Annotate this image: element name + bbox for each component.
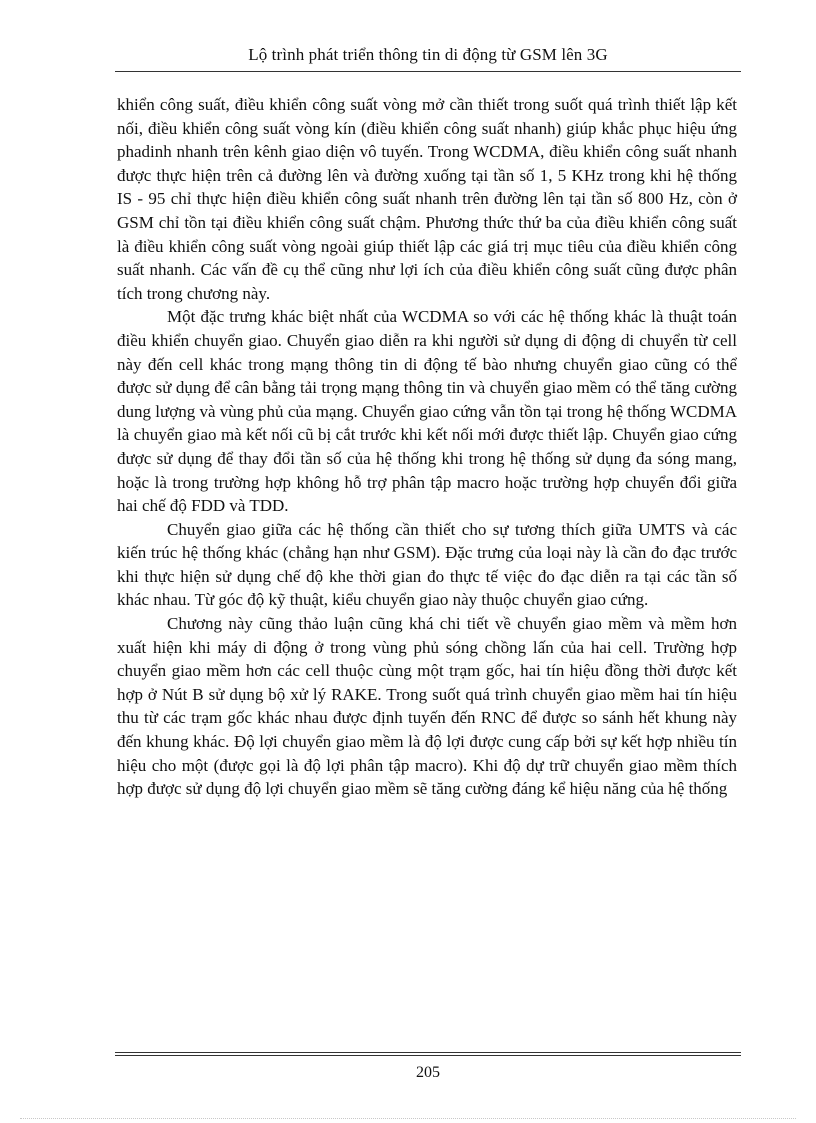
paragraph-2: Một đặc trưng khác biệt nhất của WCDMA so với các hệ thống khác là thuật toán điều khiển chuyển giao. Chuyển giao diễn ra khi người sử dụng di động di chuyển từ cell này đến cell khác trong mạng thông tin di động tế bào nhưng chuyển giao cũng có thể được sử dụng để cân bằng tải trọng mạng thông tin và chuyển giao mềm có thể tăng cường dung lượng và vùng phủ của mạng. Chuyển giao cứng vẫn tồn tại trong hệ thống WCDMA là chuyển giao mà kết nối cũ bị cắt trước khi kết nối mới được thiết lập. Chuyển giao cứng được sử dụng để thay đổi tần số của hệ thống khi trong hệ thống sử dụng đa sóng mang, hoặc là trong trường hợp không hỗ trợ phân tập macro hoặc trường hợp chuyển đổi giữa hai chế độ FDD và TDD.	[117, 307, 737, 516]
footer-rule-top	[115, 1052, 741, 1053]
paragraph-4: Chương này cũng thảo luận cũng khá chi tiết về chuyển giao mềm và mềm hơn xuất hiện khi máy di động ở trong vùng phủ sóng chồng lấn của hai cell. Trường hợp chuyển giao mềm hơn các cell thuộc cùng một trạm gốc, hai tín hiệu đồng thời được kết hợp ở Nút B sử dụng bộ xử lý RAKE. Trong suốt quá trình chuyển giao mềm hai tín hiệu thu từ các trạm gốc khác nhau được định tuyến đến RNC để được so sánh hết khung này đến khung khác. Độ lợi chuyển giao mềm là độ lợi được cung cấp bởi sự kết hợp nhiều tín hiệu cho một (được gọi là độ lợi phân tập macro). Khi độ dự trữ chuyển giao mềm thích hợp được sử dụng độ lợi chuyển giao mềm sẽ tăng cường đáng kể hiệu năng của hệ thống	[117, 614, 737, 799]
header-rule	[115, 71, 741, 72]
page-bottom-edge	[20, 1118, 796, 1119]
page-number: 205	[416, 1064, 440, 1081]
running-header-title: Lộ trình phát triển thông tin di động từ GSM lên 3G	[248, 45, 608, 64]
body-text	[117, 93, 737, 801]
paragraph-3: Chuyển giao giữa các hệ thống cần thiết cho sự tương thích giữa UMTS và các kiến trúc hệ thống khác (chẳng hạn như GSM). Đặc trưng của loại này là cần đo đạc trước khi thực hiện sử dụng chế độ khe thời gian đo thực tế việc đo đạc diễn ra tại các tần số khác nhau. Từ góc độ kỹ thuật, kiểu chuyển giao này thuộc chuyển giao cứng.	[117, 519, 737, 610]
footer-rule-bottom	[115, 1055, 741, 1056]
paragraph-1: khiển công suất, điều khiển công suất vòng mở cần thiết trong suốt quá trình thiết lập kết nối, điều khiển công suất vòng kín (điều khiển công suất nhanh) giúp khắc phục hiệu ứng phadinh nhanh trên kênh giao diện vô tuyến. Trong WCDMA, điều khiển công suất nhanh được thực hiện trên cả đường lên và đường xuống tại tần số 1, 5 KHz trong khi hệ thống IS - 95 chỉ thực hiện điều khiển công suất nhanh trên đường lên tại tần số 800 Hz, còn ở GSM chỉ tồn tại điều khiển công suất chậm. Phương thức thứ ba của điều khiển công suất là điều khiển công suất vòng ngoài giúp thiết lập các giá trị mục tiêu của điều khiển công suất nhanh. Các vấn đề cụ thể cũng như lợi ích của điều khiển công suất cũng được phân tích trong chương này.	[117, 95, 737, 303]
